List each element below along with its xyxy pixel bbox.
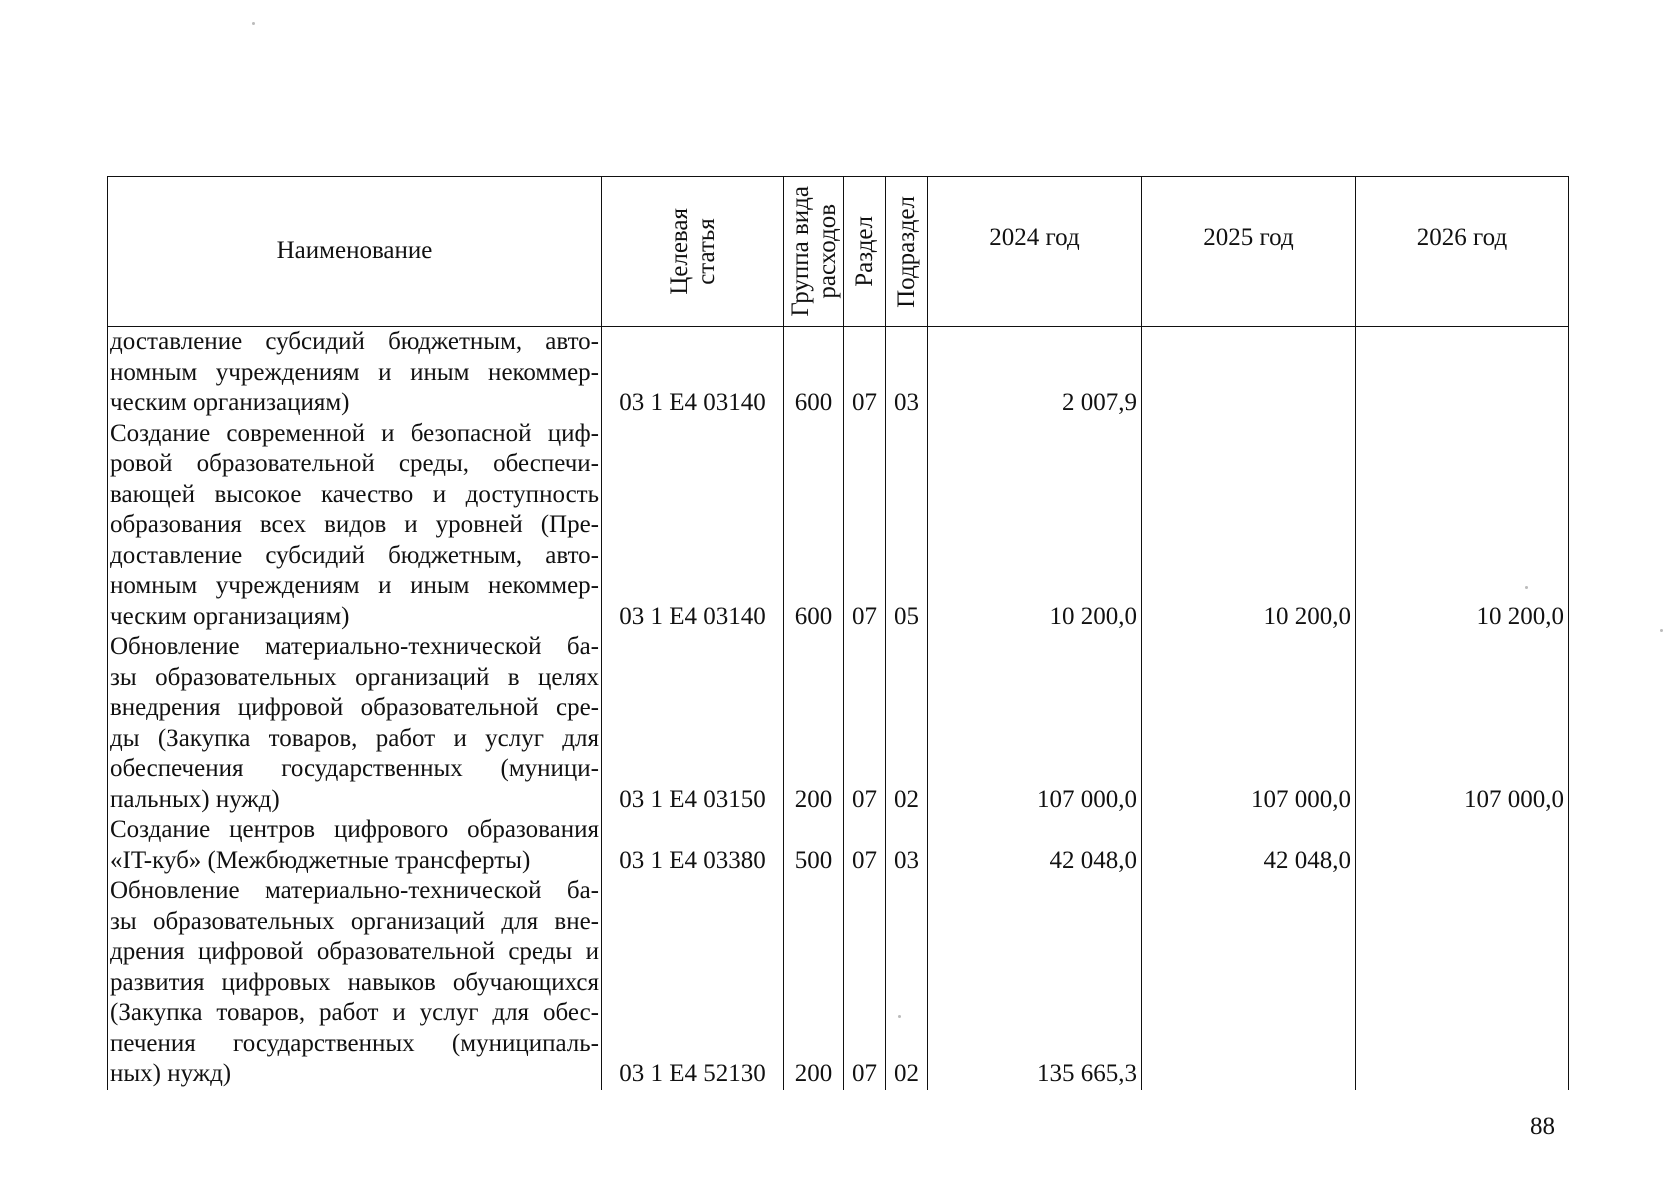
row-name-line: Обновление материально-технической ба-	[110, 877, 599, 904]
row-target-article: 03 1 Е4 03150	[602, 632, 784, 815]
page-number: 88	[1530, 1113, 1555, 1140]
budget-table	[107, 176, 1569, 1090]
row-value-2025	[1142, 327, 1356, 419]
row-value-2024: 2 007,9	[928, 327, 1142, 419]
row-name-line: пальных) нужд)	[110, 785, 280, 813]
scan-speck	[1660, 629, 1663, 632]
row-target-article: 03 1 Е4 52130	[602, 876, 784, 1090]
row-section: 07	[844, 419, 886, 633]
row-name-line: зы образовательных организаций в целях	[110, 663, 599, 691]
row-value-2025: 10 200,0	[1142, 419, 1356, 633]
row-name-line: зы образовательных организаций для вне-	[110, 907, 599, 935]
row-name-line: Обновление материально-технической ба-	[110, 633, 599, 660]
scan-speck	[252, 22, 255, 25]
header-year-2024: 2024 год	[928, 177, 1142, 327]
row-name-line: развития цифровых навыков обучающихся	[110, 968, 599, 996]
header-name: Наименование	[108, 177, 602, 327]
row-name-line: внедрения цифровой образовательной сре-	[110, 694, 599, 721]
row-target-article: 03 1 Е4 03140	[602, 419, 784, 633]
row-subsection: 03	[886, 815, 928, 876]
row-name-line: номным учреждениям и иным некоммер-	[110, 572, 599, 599]
row-name-line: дрения цифровой образовательной среды и	[110, 938, 599, 965]
table-row	[108, 419, 1569, 633]
row-value-2024: 42 048,0	[928, 815, 1142, 876]
row-name-line: ческим организациям)	[110, 389, 350, 416]
row-target-article: 03 1 Е4 03140	[602, 327, 784, 419]
row-section: 07	[844, 632, 886, 815]
header-expense-group: Группа вида расходов	[784, 177, 844, 327]
row-value-2025: 42 048,0	[1142, 815, 1356, 876]
row-name-line: ных) нужд)	[110, 1060, 232, 1087]
row-name-line: ческим организациям)	[110, 602, 350, 630]
header-subsection: Подраздел	[886, 177, 928, 327]
row-name-line: обеспечения государственных (муници-	[110, 755, 599, 782]
row-subsection: 03	[886, 327, 928, 419]
row-value-2026: 107 000,0	[1356, 632, 1569, 815]
row-name	[108, 327, 602, 419]
header-year-2025: 2025 год	[1142, 177, 1356, 327]
row-subsection: 02	[886, 876, 928, 1090]
row-name-line: вающей высокое качество и доступность	[110, 480, 599, 508]
scan-speck	[898, 1015, 901, 1018]
row-subsection: 02	[886, 632, 928, 815]
header-year-2026: 2026 год	[1356, 177, 1569, 327]
row-name-line: «IT-куб» (Межбюджетные трансферты)	[110, 846, 531, 874]
row-name-line: ровой образовательной среды, обеспечи-	[110, 450, 599, 477]
row-expense-group: 600	[784, 327, 844, 419]
row-name	[108, 876, 602, 1090]
header-section: Раздел	[844, 177, 886, 327]
row-section: 07	[844, 327, 886, 419]
scan-speck	[1525, 586, 1528, 589]
row-section: 07	[844, 815, 886, 876]
row-name-line: образования всех видов и уровней (Пре-	[110, 511, 599, 538]
row-name-line: доставление субсидий бюджетным, авто-	[110, 328, 599, 355]
row-name-line: (Закупка товаров, работ и услуг для обес-	[110, 999, 599, 1026]
row-name	[108, 815, 602, 876]
row-value-2025: 107 000,0	[1142, 632, 1356, 815]
row-value-2026	[1356, 327, 1569, 419]
row-name-line: доставление субсидий бюджетным, авто-	[110, 541, 599, 569]
table-header-row	[108, 177, 1569, 327]
row-name-line: номным учреждениям и иным некоммер-	[110, 358, 599, 386]
row-expense-group: 200	[784, 876, 844, 1090]
row-value-2024: 10 200,0	[928, 419, 1142, 633]
row-section: 07	[844, 876, 886, 1090]
row-name-line: Создание современной и безопасной циф-	[110, 419, 599, 447]
row-value-2024: 107 000,0	[928, 632, 1142, 815]
table-row	[108, 815, 1569, 876]
table-row	[108, 327, 1569, 419]
row-value-2026: 10 200,0	[1356, 419, 1569, 633]
row-name	[108, 632, 602, 815]
row-name-line: ды (Закупка товаров, работ и услуг для	[110, 724, 599, 752]
row-name-line: Создание центров цифрового образования	[110, 816, 599, 843]
row-value-2025	[1142, 876, 1356, 1090]
row-name	[108, 419, 602, 633]
table-body	[108, 327, 1569, 1090]
row-value-2024: 135 665,3	[928, 876, 1142, 1090]
table-row	[108, 632, 1569, 815]
header-target-article: Целевая статья	[602, 177, 784, 327]
row-subsection: 05	[886, 419, 928, 633]
row-expense-group: 200	[784, 632, 844, 815]
table-row	[108, 876, 1569, 1090]
row-name-line: печения государственных (муниципаль-	[110, 1029, 599, 1057]
row-target-article: 03 1 Е4 03380	[602, 815, 784, 876]
row-expense-group: 600	[784, 419, 844, 633]
row-expense-group: 500	[784, 815, 844, 876]
row-value-2026	[1356, 815, 1569, 876]
row-value-2026	[1356, 876, 1569, 1090]
